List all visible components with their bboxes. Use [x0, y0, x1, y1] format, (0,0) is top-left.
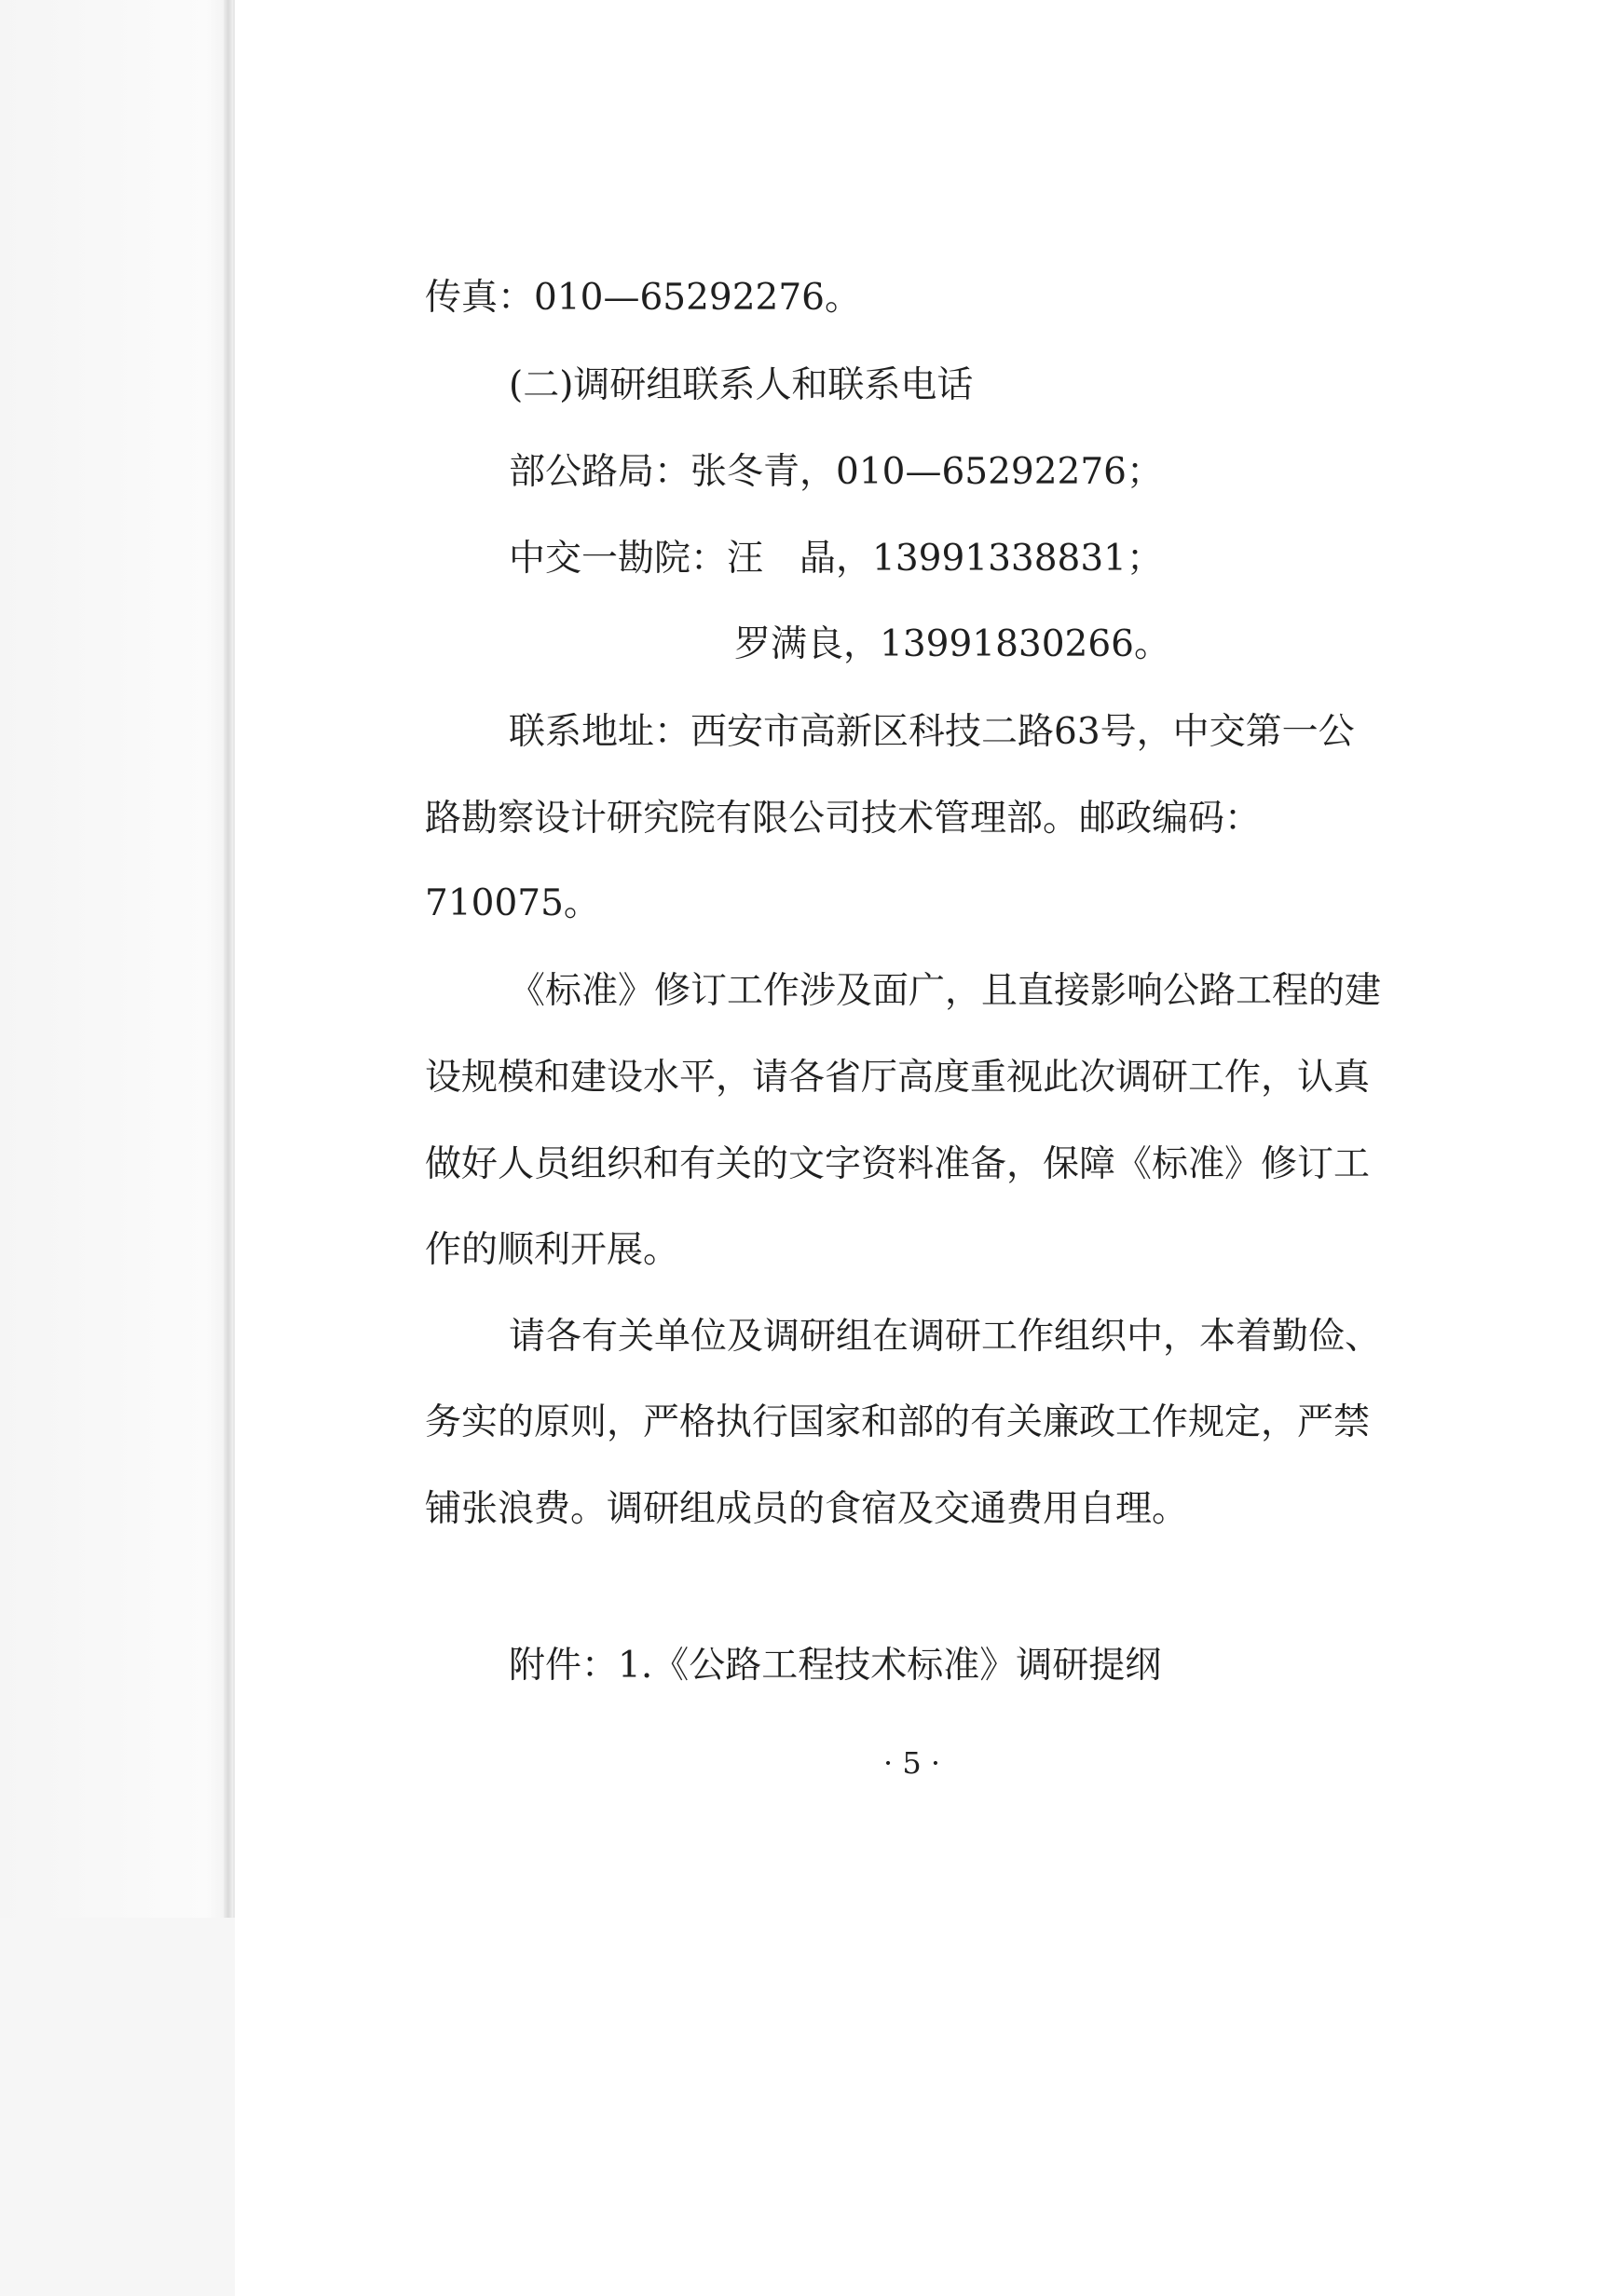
paragraph-1-line-4: 作的顺利开展。	[425, 1229, 680, 1271]
binding-fold-line	[224, 0, 233, 1920]
address-line-1: 联系地址：西安市高新区科技二路63号，中交第一公	[509, 711, 1355, 753]
fax-line: 传真：010—65292276。	[425, 277, 861, 319]
attachment-line: 附件：1.《公路工程技术标准》调研提纲	[509, 1645, 1162, 1687]
postal-code: 710075。	[425, 882, 600, 924]
contact-ccccfirst: 中交一勘院：汪 晶，13991338831；	[509, 538, 1163, 580]
paragraph-1-line-3: 做好人员组织和有关的文字资料准备，保障《标准》修订工	[425, 1143, 1371, 1185]
contact-ccccfirst-second: 罗满良，13991830266。	[734, 623, 1170, 665]
paragraph-1-line-1: 《标准》修订工作涉及面广，且直接影响公路工程的建	[509, 970, 1382, 1012]
contact-highway-bureau: 部公路局：张冬青，010—65292276；	[509, 451, 1163, 493]
paragraph-2-line-3: 铺张浪费。调研组成员的食宿及交通费用自理。	[425, 1488, 1189, 1530]
paragraph-2-line-1: 请各有关单位及调研组在调研工作组织中，本着勤俭、	[509, 1316, 1382, 1358]
binding-bottom	[0, 1918, 235, 2296]
contact-heading: (二)调研组联系人和联系电话	[509, 364, 974, 406]
paragraph-2-line-2: 务实的原则，严格执行国家和部的有关廉政工作规定，严禁	[425, 1401, 1371, 1443]
address-line-2: 路勘察设计研究院有限公司技术管理部。邮政编码：	[425, 798, 1262, 840]
paragraph-1-line-2: 设规模和建设水平，请各省厅高度重视此次调研工作，认真	[425, 1057, 1371, 1099]
page-number: · 5 ·	[883, 1745, 941, 1781]
